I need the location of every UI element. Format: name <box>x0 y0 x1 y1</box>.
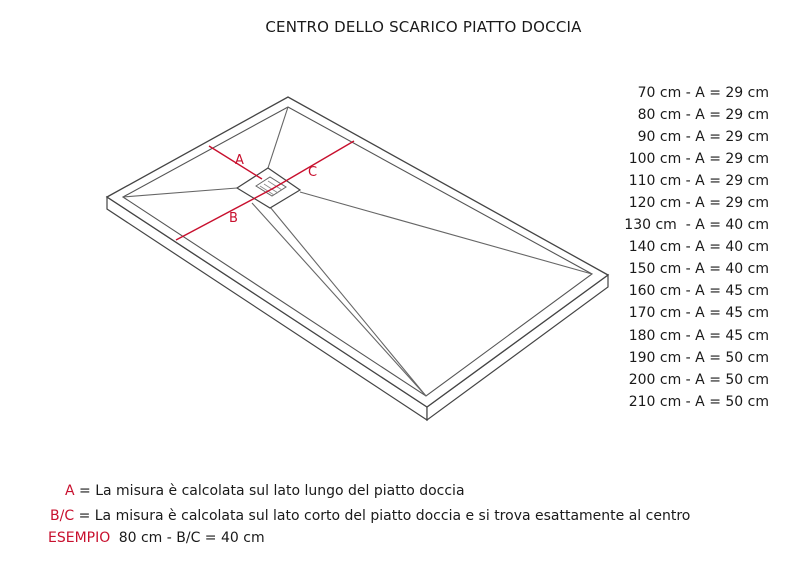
legend-key-example: ESEMPIO <box>48 530 111 546</box>
size-row: 80 cm - A = 29 cm <box>637 107 769 124</box>
legend-key-a: A <box>65 483 75 499</box>
size-row: 110 cm - A = 29 cm <box>628 173 769 190</box>
legend-row-bc <box>50 505 690 527</box>
size-row: 140 cm - A = 40 cm <box>628 239 769 256</box>
size-row: 210 cm - A = 50 cm <box>628 393 769 410</box>
size-row: 130 cm - A = 40 cm <box>624 217 769 234</box>
label-b: B <box>229 211 238 226</box>
legend-row-a <box>65 480 465 502</box>
legend-text-a: = La misura è calcolata sul lato lungo del piatto doccia <box>79 483 465 499</box>
label-c: C <box>308 165 318 180</box>
size-row: 200 cm - A = 50 cm <box>628 371 769 388</box>
size-row: 160 cm - A = 45 cm <box>628 283 769 300</box>
size-row: 90 cm - A = 29 cm <box>637 129 769 146</box>
label-a: A <box>235 153 244 168</box>
size-row: 100 cm - A = 29 cm <box>628 151 769 168</box>
size-table <box>612 82 787 413</box>
size-row: 170 cm - A = 45 cm <box>628 305 769 322</box>
page-title: CENTRO DELLO SCARICO PIATTO DOCCIA <box>265 18 582 36</box>
size-row: 150 cm - A = 40 cm <box>628 261 769 278</box>
size-row: 120 cm - A = 29 cm <box>628 195 769 212</box>
size-row: 180 cm - A = 45 cm <box>628 327 769 344</box>
size-row: 70 cm - A = 29 cm <box>637 85 769 101</box>
legend-text-example: 80 cm - B/C = 40 cm <box>118 530 265 546</box>
legend-key-bc: B/C <box>50 508 75 524</box>
size-row: 190 cm - A = 50 cm <box>628 349 769 366</box>
legend-row-example <box>48 527 265 549</box>
legend-text-bc: = La misura è calcolata sul lato corto del piatto doccia e si trova esattamente al centro <box>78 508 691 524</box>
